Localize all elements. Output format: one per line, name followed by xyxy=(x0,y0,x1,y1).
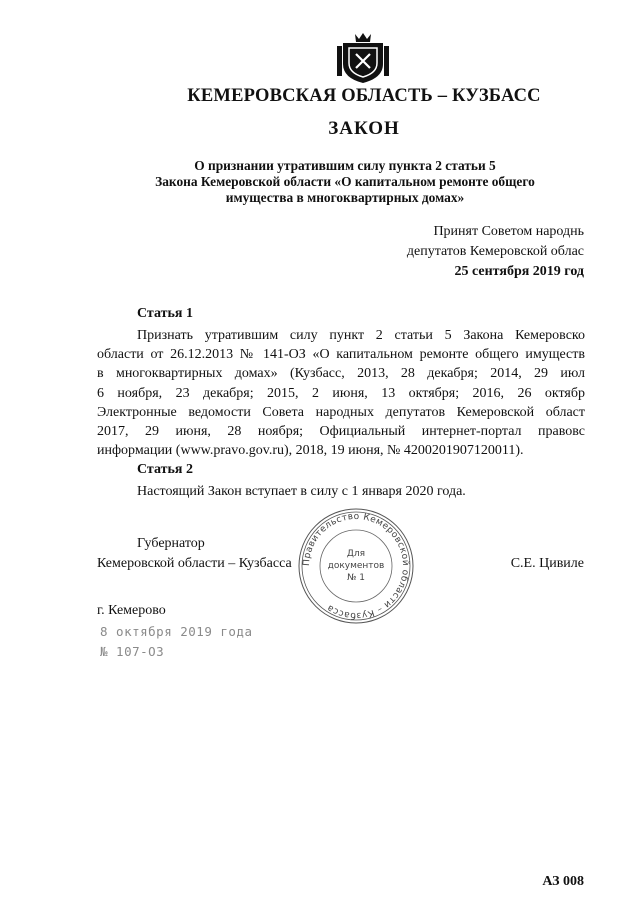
document-type-heading: ЗАКОН xyxy=(328,118,400,139)
adoption-date: 25 сентября 2019 год xyxy=(454,264,584,279)
adoption-block xyxy=(407,222,584,282)
adoption-line: депутатов Кемеровской облас xyxy=(406,244,584,259)
region-heading: КЕМЕРОВСКАЯ ОБЛАСТЬ – КУЗБАСС xyxy=(187,86,541,106)
place-of-signing: г. Кемерово xyxy=(97,603,166,618)
law-title-line: Закона Кемеровской области «О капитальном ремонте общего xyxy=(155,174,535,189)
handwritten-date: 8 октября 2019 года xyxy=(100,624,253,639)
stamp-center-line: Для xyxy=(346,549,366,559)
stamp-center-line: № 1 xyxy=(347,573,365,583)
signatory-region: Кемеровской области – Кузбасса xyxy=(97,556,292,571)
article-1-title: Статья 1 xyxy=(137,306,193,321)
article-1-body xyxy=(97,326,585,460)
article-2-title: Статья 2 xyxy=(137,462,193,477)
signatory-name: С.Е. Цивиле xyxy=(510,556,584,571)
adoption-line: Принят Советом народнь xyxy=(433,224,584,239)
signatory-position: Губернатор xyxy=(137,536,205,551)
law-title-line: О признании утратившим силу пункта 2 статьи 5 xyxy=(194,158,496,173)
handwritten-law-number: № 107-ОЗ xyxy=(100,644,165,659)
document-code: АЗ 008 xyxy=(542,874,584,889)
stamp-ring-text: Правительство Кемеровской области – Кузбасса xyxy=(301,511,411,621)
stamp-center-line: документов xyxy=(327,561,385,571)
article-1-line: 2017, 29 июня, 28 ноября; Официальный интернет-портал правовс xyxy=(97,423,585,439)
article-1-line: Признать утратившим силу пункт 2 статьи 5 Закона Кемеровско xyxy=(137,328,585,343)
article-1-line: Электронные ведомости Совета народных депутатов Кемеровской област xyxy=(97,404,585,420)
article-1-line: в многоквартирных домах» (Кузбасс, 2013, 28 декабря; 2014, 29 июл xyxy=(97,366,585,382)
article-1-line: области от 26.12.2013 № 141-ОЗ «О капитальном ремонте общего имуществ xyxy=(97,347,585,363)
article-2-line: Настоящий Закон вступает в силу с 1 января 2020 года. xyxy=(137,484,466,499)
article-1-line: 6 ноября, 23 декабря; 2015, 2 июня, 13 октября; 2016, 26 октябр xyxy=(97,385,585,401)
law-title-line: имущества в многоквартирных домах» xyxy=(225,190,465,205)
article-2-body xyxy=(97,482,597,501)
article-1-line: информации (www.pravo.gov.ru), 2018, 19 июня, № 4200201907120011). xyxy=(97,443,524,459)
coat-of-arms-icon xyxy=(337,30,389,84)
law-title xyxy=(120,158,570,206)
official-stamp xyxy=(296,506,416,626)
